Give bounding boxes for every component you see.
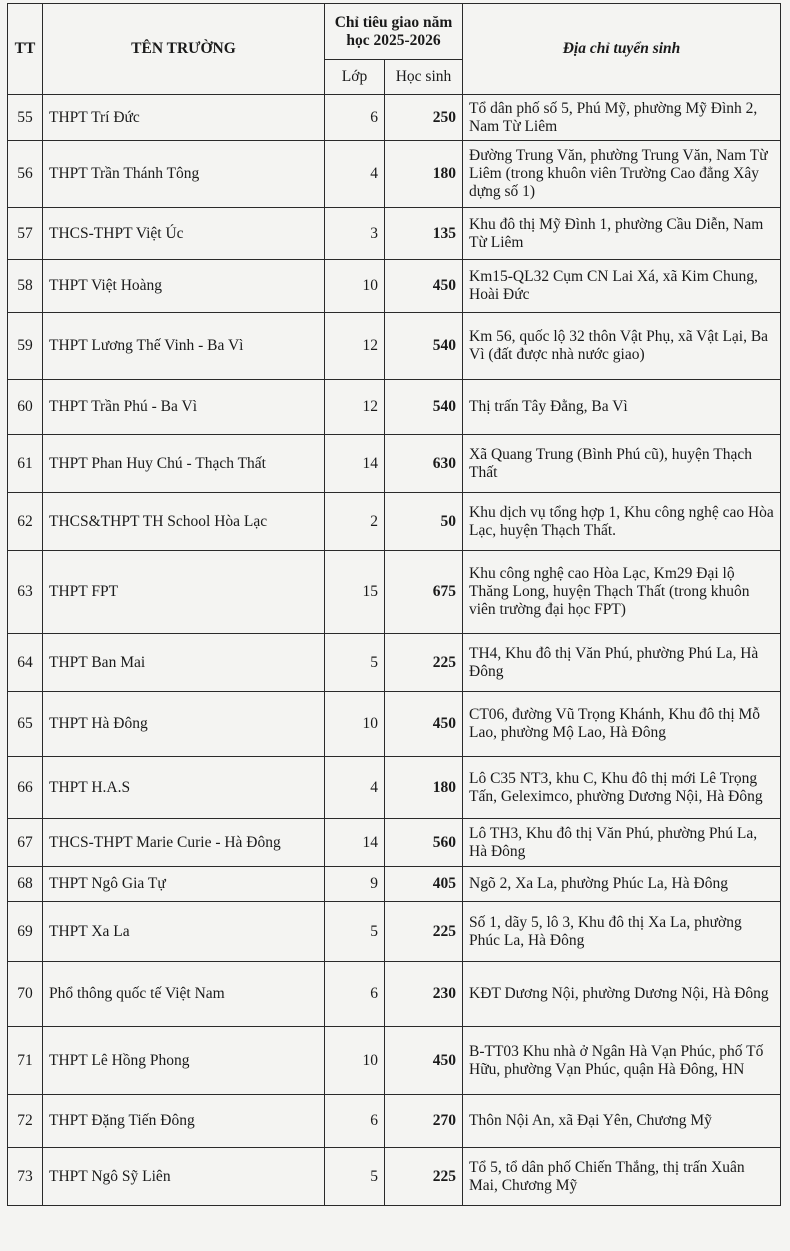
school-name: THPT Ngô Gia Tự — [43, 867, 325, 902]
row-number: 63 — [8, 551, 43, 634]
table-row — [8, 141, 781, 208]
row-number: 66 — [8, 757, 43, 819]
row-number: 70 — [8, 962, 43, 1027]
student-count: 270 — [385, 1095, 463, 1148]
student-count: 135 — [385, 208, 463, 260]
admission-address: KĐT Dương Nội, phường Dương Nội, Hà Đông — [463, 962, 781, 1027]
table-row — [8, 819, 781, 867]
admission-address: Km 56, quốc lộ 32 thôn Vật Phụ, xã Vật Lại, Ba Vì (đất được nhà nước giao) — [463, 313, 781, 380]
school-name: Phổ thông quốc tế Việt Nam — [43, 962, 325, 1027]
student-count: 225 — [385, 634, 463, 692]
table-row — [8, 757, 781, 819]
admission-address: Tổ dân phố số 5, Phú Mỹ, phường Mỹ Đình 2, Nam Từ Liêm — [463, 95, 781, 141]
admission-address: Xã Quang Trung (Bình Phú cũ), huyện Thạch Thất — [463, 435, 781, 493]
school-name: THPT Xa La — [43, 902, 325, 962]
table-row — [8, 692, 781, 757]
school-quota-table — [7, 3, 781, 1206]
class-count: 14 — [325, 819, 385, 867]
class-count: 5 — [325, 1148, 385, 1206]
row-number: 71 — [8, 1027, 43, 1095]
student-count: 450 — [385, 260, 463, 313]
header-tt: TT — [8, 4, 43, 95]
student-count: 450 — [385, 1027, 463, 1095]
row-number: 67 — [8, 819, 43, 867]
row-number: 61 — [8, 435, 43, 493]
row-number: 60 — [8, 380, 43, 435]
class-count: 6 — [325, 1095, 385, 1148]
student-count: 225 — [385, 902, 463, 962]
table-row — [8, 1148, 781, 1206]
school-name: THPT Lê Hồng Phong — [43, 1027, 325, 1095]
header-students: Học sinh — [385, 60, 463, 95]
table-row — [8, 867, 781, 902]
table-row — [8, 1027, 781, 1095]
class-count: 15 — [325, 551, 385, 634]
class-count: 4 — [325, 141, 385, 208]
class-count: 12 — [325, 313, 385, 380]
row-number: 69 — [8, 902, 43, 962]
admission-address: Khu dịch vụ tổng hợp 1, Khu công nghệ cao Hòa Lạc, huyện Thạch Thất. — [463, 493, 781, 551]
table-row — [8, 493, 781, 551]
student-count: 180 — [385, 757, 463, 819]
student-count: 50 — [385, 493, 463, 551]
school-name: THPT Trần Thánh Tông — [43, 141, 325, 208]
school-name: THCS-THPT Việt Úc — [43, 208, 325, 260]
row-number: 65 — [8, 692, 43, 757]
admission-address: Lô C35 NT3, khu C, Khu đô thị mới Lê Trọng Tấn, Geleximco, phường Dương Nội, Hà Đông — [463, 757, 781, 819]
school-name: THPT Trí Đức — [43, 95, 325, 141]
row-number: 72 — [8, 1095, 43, 1148]
table-row — [8, 1095, 781, 1148]
student-count: 560 — [385, 819, 463, 867]
table-header — [8, 4, 781, 95]
student-count: 405 — [385, 867, 463, 902]
class-count: 6 — [325, 95, 385, 141]
class-count: 4 — [325, 757, 385, 819]
school-name: THPT Ban Mai — [43, 634, 325, 692]
table-body — [8, 95, 781, 1206]
row-number: 56 — [8, 141, 43, 208]
student-count: 450 — [385, 692, 463, 757]
class-count: 6 — [325, 962, 385, 1027]
class-count: 5 — [325, 902, 385, 962]
school-name: THPT Hà Đông — [43, 692, 325, 757]
class-count: 10 — [325, 260, 385, 313]
student-count: 630 — [385, 435, 463, 493]
header-school-name: TÊN TRƯỜNG — [43, 4, 325, 95]
row-number: 64 — [8, 634, 43, 692]
admission-address: Đường Trung Văn, phường Trung Văn, Nam Từ Liêm (trong khuôn viên Trường Cao đẳng Xây dựng số 1) — [463, 141, 781, 208]
class-count: 10 — [325, 1027, 385, 1095]
admission-address: Số 1, dãy 5, lô 3, Khu đô thị Xa La, phường Phúc La, Hà Đông — [463, 902, 781, 962]
school-name: THPT Trần Phú - Ba Vì — [43, 380, 325, 435]
header-quota: Chỉ tiêu giao năm học 2025-2026 — [325, 4, 463, 60]
class-count: 12 — [325, 380, 385, 435]
student-count: 540 — [385, 380, 463, 435]
table-row — [8, 95, 781, 141]
table-row — [8, 902, 781, 962]
school-name: THPT FPT — [43, 551, 325, 634]
admission-address: CT06, đường Vũ Trọng Khánh, Khu đô thị Mỗ Lao, phường Mộ Lao, Hà Đông — [463, 692, 781, 757]
admission-address: Khu công nghệ cao Hòa Lạc, Km29 Đại lộ Thăng Long, huyện Thạch Thất (trong khuôn viên trường đại học FPT) — [463, 551, 781, 634]
table-row — [8, 380, 781, 435]
class-count: 3 — [325, 208, 385, 260]
school-name: THCS&THPT TH School Hòa Lạc — [43, 493, 325, 551]
row-number: 58 — [8, 260, 43, 313]
school-name: THPT H.A.S — [43, 757, 325, 819]
student-count: 225 — [385, 1148, 463, 1206]
class-count: 9 — [325, 867, 385, 902]
class-count: 10 — [325, 692, 385, 757]
admission-address: Thị trấn Tây Đằng, Ba Vì — [463, 380, 781, 435]
admission-address: TH4, Khu đô thị Văn Phú, phường Phú La, Hà Đông — [463, 634, 781, 692]
admission-address: Lô TH3, Khu đô thị Văn Phú, phường Phú La, Hà Đông — [463, 819, 781, 867]
school-name: THPT Phan Huy Chú - Thạch Thất — [43, 435, 325, 493]
student-count: 540 — [385, 313, 463, 380]
admission-address: B-TT03 Khu nhà ở Ngân Hà Vạn Phúc, phố Tố Hữu, phường Vạn Phúc, quận Hà Đông, HN — [463, 1027, 781, 1095]
admission-quota-sheet — [7, 3, 780, 1206]
table-row — [8, 313, 781, 380]
table-row — [8, 634, 781, 692]
admission-address: Tổ 5, tổ dân phố Chiến Thắng, thị trấn Xuân Mai, Chương Mỹ — [463, 1148, 781, 1206]
row-number: 73 — [8, 1148, 43, 1206]
admission-address: Ngõ 2, Xa La, phường Phúc La, Hà Đông — [463, 867, 781, 902]
table-row — [8, 260, 781, 313]
school-name: THPT Việt Hoàng — [43, 260, 325, 313]
school-name: THPT Ngô Sỹ Liên — [43, 1148, 325, 1206]
table-row — [8, 962, 781, 1027]
student-count: 675 — [385, 551, 463, 634]
admission-address: Thôn Nội An, xã Đại Yên, Chương Mỹ — [463, 1095, 781, 1148]
admission-address: Khu đô thị Mỹ Đình 1, phường Cầu Diễn, Nam Từ Liêm — [463, 208, 781, 260]
student-count: 180 — [385, 141, 463, 208]
row-number: 59 — [8, 313, 43, 380]
admission-address: Km15-QL32 Cụm CN Lai Xá, xã Kim Chung, Hoài Đức — [463, 260, 781, 313]
table-row — [8, 208, 781, 260]
row-number: 55 — [8, 95, 43, 141]
school-name: THPT Lương Thế Vinh - Ba Vì — [43, 313, 325, 380]
table-row — [8, 435, 781, 493]
row-number: 62 — [8, 493, 43, 551]
class-count: 5 — [325, 634, 385, 692]
student-count: 250 — [385, 95, 463, 141]
row-number: 68 — [8, 867, 43, 902]
table-row — [8, 551, 781, 634]
header-classes: Lớp — [325, 60, 385, 95]
row-number: 57 — [8, 208, 43, 260]
student-count: 230 — [385, 962, 463, 1027]
class-count: 14 — [325, 435, 385, 493]
school-name: THPT Đặng Tiến Đông — [43, 1095, 325, 1148]
school-name: THCS-THPT Marie Curie - Hà Đông — [43, 819, 325, 867]
header-address: Địa chỉ tuyển sinh — [463, 4, 781, 95]
class-count: 2 — [325, 493, 385, 551]
